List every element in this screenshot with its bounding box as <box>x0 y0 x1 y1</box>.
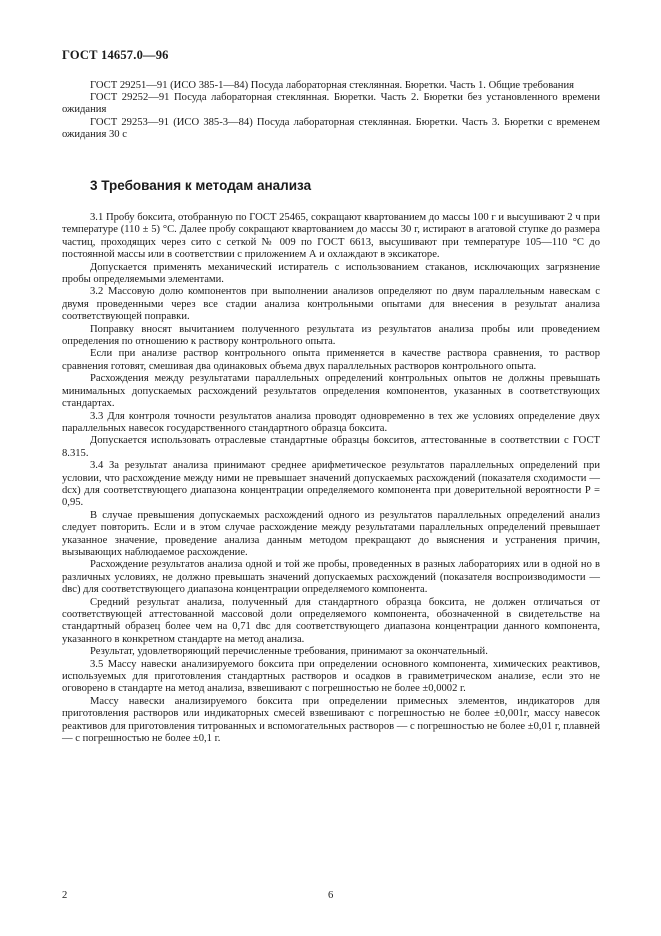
paragraph: Если при анализе раствор контрольного опыта применяется в качестве раствора сравнения, то раствор сравнения готовят, смешивая два одинаковых объема двух параллельных растворов контрольного опыта. <box>62 348 600 372</box>
paragraph: В случае превышения допускаемых расхождений одного из результатов параллельных определений анализ следует повторить. Если и в этом случае расхождение между результатами параллельных определений превышает указанное значение, проведение анализа данным методом прекращают до выяснения и устранения причин, вызывающих наблюдаемое расхождение. <box>62 509 600 558</box>
paragraph: Расхождения между результатами параллельных определений контрольных опытов не должны превышать минимальных допускаемых расхождений результатов определения компонентов, указанных в соответствующих стандартах. <box>62 373 600 410</box>
paragraph: Допускается использовать отраслевые стандартные образцы бокситов, аттестованные в соответствии с ГОСТ 8.315. <box>62 435 600 459</box>
paragraph: 3.3 Для контроля точности результатов анализа проводят одновременно в тех же условиях определение двух параллельных навесок государственного стандартного образца боксита. <box>62 410 600 434</box>
paragraph: 3.4 За результат анализа принимают среднее арифметическое результатов параллельных определений при условии, что расхождение между ними не превышает значений допускаемых расхождений (показателя сходимости — dсх) для соответствующего диапазона концентрации определяемого компонента при доверительной вероятности P = 0,95. <box>62 460 600 509</box>
section-body <box>62 212 600 745</box>
paragraph: 3.1 Пробу боксита, отобранную по ГОСТ 25465, сокращают квартованием до массы 100 г и высушивают 2 ч при температуре (110 ± 5) °С. Далее пробу сокращают квартованием до массы 30 г, истирают в агатовой ступке до размера частиц, проходящих через сито с сеткой № 009 по ГОСТ 6613, высушивают при температуре 105—110 °С до постоянной массы или в соответствии с приложением А и охлаждают в эксикаторе. <box>62 212 600 261</box>
paragraph: 3.2 Массовую долю компонентов при выполнении анализов определяют по двум параллельным навескам с двумя проведенными через все стадии анализа контрольными опытами для внесения в результат анализа соответствующей поправки. <box>62 286 600 323</box>
document-header: ГОСТ 14657.0—96 <box>62 48 169 62</box>
reference-item: ГОСТ 29253—91 (ИСО 385-3—84) Посуда лабораторная стеклянная. Бюретки. Часть 3. Бюретки с временем ожидания 30 с <box>62 116 600 140</box>
paragraph: Массу навески анализируемого боксита при определении примесных элементов, индикаторов для приготовления растворов или индикаторных смесей взвешивают с погрешностью не более ±0,001г, массу навесок реактивов для приготовления титрованных и вспомогательных растворов — с погрешностью не более ±0,01 г, плавней — с погрешностью не более ±0,1 г. <box>62 695 600 745</box>
references-list <box>62 80 600 141</box>
paragraph: Расхождение результатов анализа одной и той же пробы, проведенных в разных лабораториях или в одной но в различных условиях, не должно превышать значений допускаемых расхождений (показателя воспроизводимости — dвс) для соответствующего диапазона концентрации определяемого компонента. <box>62 559 600 596</box>
page-number: 6 <box>328 890 334 901</box>
paragraph: Поправку вносят вычитанием полученного результата из результатов анализа пробы или проведением определения по отношению к раствору контрольного опыта. <box>62 323 600 348</box>
paragraph: 3.5 Массу навески анализируемого боксита при определении основного компонента, химических реактивов, используемых для приготовления стандартных растворов и осадков в гравиметрическом анализе, если это не оговорено в стандарте на метод анализа, взвешивают с погрешностью не более ±0,0002 г. <box>62 658 600 695</box>
reference-item: ГОСТ 29252—91 Посуда лабораторная стеклянная. Бюретки. Часть 2. Бюретки без установленного времени ожидания <box>62 92 600 116</box>
reference-item: ГОСТ 29251—91 (ИСО 385-1—84) Посуда лабораторная стеклянная. Бюретки. Часть 1. Общие требования <box>90 80 575 91</box>
paragraph: Средний результат анализа, полученный для стандартного образца боксита, не должен отличаться от соответствующей аттестованной массовой доли определяемого компонента, обозначенной в свидетельстве на стандартный образец более чем на 0,71 dвс для соответствующего диапазона концентрации данного компонента, указанного в конкретном стандарте на метод анализа. <box>62 596 600 645</box>
section-title: 3 Требования к методам анализа <box>90 178 312 193</box>
paragraph: Допускается применять механический истиратель с использованием стаканов, исключающих загрязнение пробы определяемыми элементами. <box>62 261 600 286</box>
footer-left-number: 2 <box>62 890 68 901</box>
paragraph: Результат, удовлетворяющий перечисленные требования, принимают за окончательный. <box>90 646 488 658</box>
